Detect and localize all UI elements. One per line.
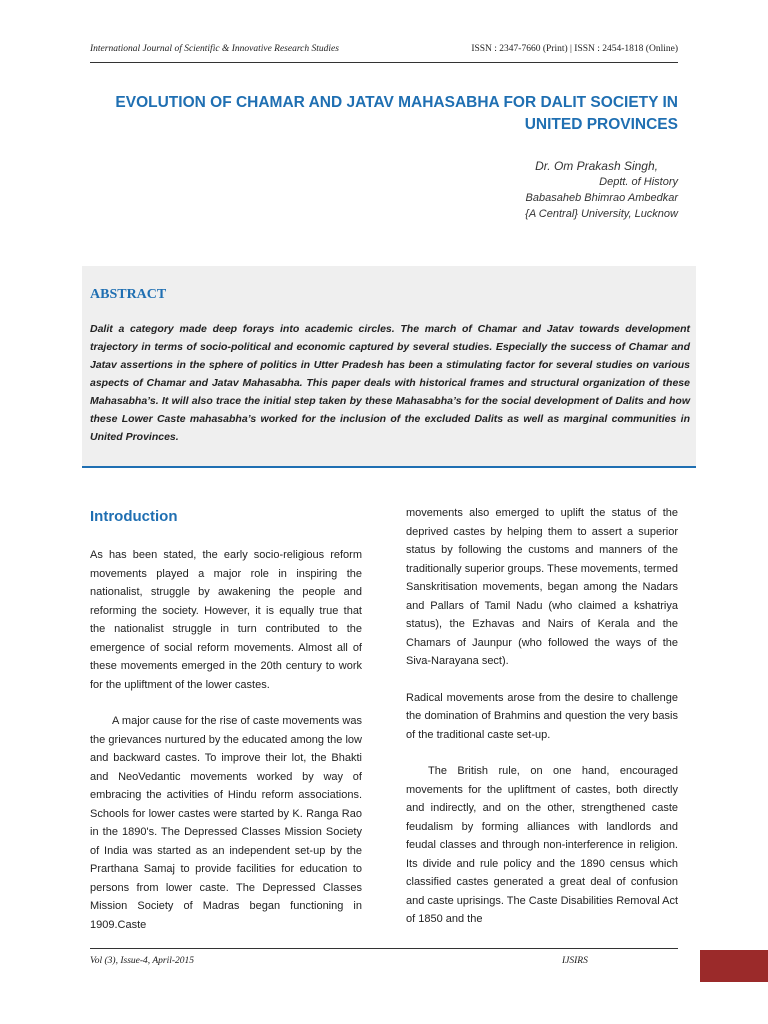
paragraph: A major cause for the rise of caste movements was the grievances nurtured by the educated among the low and backward castes. To improve their lot, the Bhakti and NeoVedantic movements worked by way of embracing the activities of Hindu reform associations. Schools for lower castes were started by K. Ranga Rao in the 1890's. The Depressed Classes Mission Society of India was started as an independent set-up by the Prarthana Samaj to provide facilities for education to persons from lower caste. The Depressed Classes Mission Society of Madras began functioning in 1909.Caste (90, 715, 362, 931)
footer-journal-abbr: IJSIRS (562, 956, 588, 966)
footer-color-block (700, 950, 768, 982)
journal-name: International Journal of Scientific & Innovative Research Studies (90, 44, 339, 54)
author-university-line-2: {A Central} University, Lucknow (525, 208, 678, 220)
abstract-box (82, 266, 696, 468)
footer-volume: Vol (3), Issue-4, April-2015 (90, 956, 195, 966)
left-column (90, 502, 362, 952)
abstract-text: Dalit a category made deep forays into academic circles. The march of Chamar and Jatav towards development trajectory in terms of socio-political and economic captured by several studies. Especially the success of Chamar and Jatav assertions in the sphere of politics in Utter Pradesh has been a stimulating factor for several studies on various aspects of Chamar and Jatav Mahasabha. This paper deals with historical frames and structural organization of these Mahasabha’s. It will also trace the initial step taken by these Mahasabha’s for the social development of Dalits and how these Lower Caste mahasabha’s worked for the inclusion of the excluded Dalits as well as marginal communities in United Provinces. (90, 323, 690, 443)
paragraph: As has been stated, the early socio-religious reform movements played a major role in inspiring the nationalist, struggle by awakening the people and reforming the society. However, it is equally true that the nationalist struggle in turn contributed to the emergence of social reform movements. Almost all of these movements emerged in the 20th century to work for the upliftment of the lower castes. (90, 549, 362, 691)
right-column (406, 504, 678, 947)
paragraph: Radical movements arose from the desire to challenge the domination of Brahmins and question the very basis of the traditional caste set-up. (406, 691, 678, 741)
title-line-2: UNITED PROVINCES (524, 116, 678, 133)
paper-title (90, 92, 678, 136)
title-line-1: EVOLUTION OF CHAMAR AND JATAV MAHASABHA FOR DALIT SOCIETY IN (115, 94, 678, 111)
header-divider (90, 62, 678, 63)
footer-divider (90, 948, 678, 949)
paragraph: movements also emerged to uplift the status of the deprived castes by helping them to assert a superior status by following the customs and manners of the traditionally superior groups. These movements, termed Sanskritisation movements, began among the Nadars and Pallars of Tamil Nadu (who claimed a kshatriya status), the Ezhavas and Nairs of Kerala and the Chamars of Jaunpur (who followed the ways of the Siva-Narayana sect). (406, 507, 678, 667)
author-name: Dr. Om Prakash Singh, (535, 159, 658, 173)
running-header (90, 44, 678, 54)
paragraph: The British rule, on one hand, encouraged movements for the upliftment of castes, both directly and indirectly, and on the other, strengthened caste feudalism by forming alliances with landlords and feudal classes and through non-interference in religion. Its divide and rule policy and the 1890 census which classified castes generated a great deal of confusion and caste uprisings. The Caste Disabilities Removal Act of 1850 and the (406, 765, 678, 925)
abstract-heading: ABSTRACT (90, 287, 167, 302)
author-block (380, 158, 678, 222)
section-heading-introduction: Introduction (90, 508, 178, 525)
author-department: Deptt. of History (599, 176, 678, 188)
author-university-line-1: Babasaheb Bhimrao Ambedkar (525, 192, 678, 204)
issn: ISSN : 2347-7660 (Print) | ISSN : 2454-1818 (Online) (471, 44, 678, 54)
